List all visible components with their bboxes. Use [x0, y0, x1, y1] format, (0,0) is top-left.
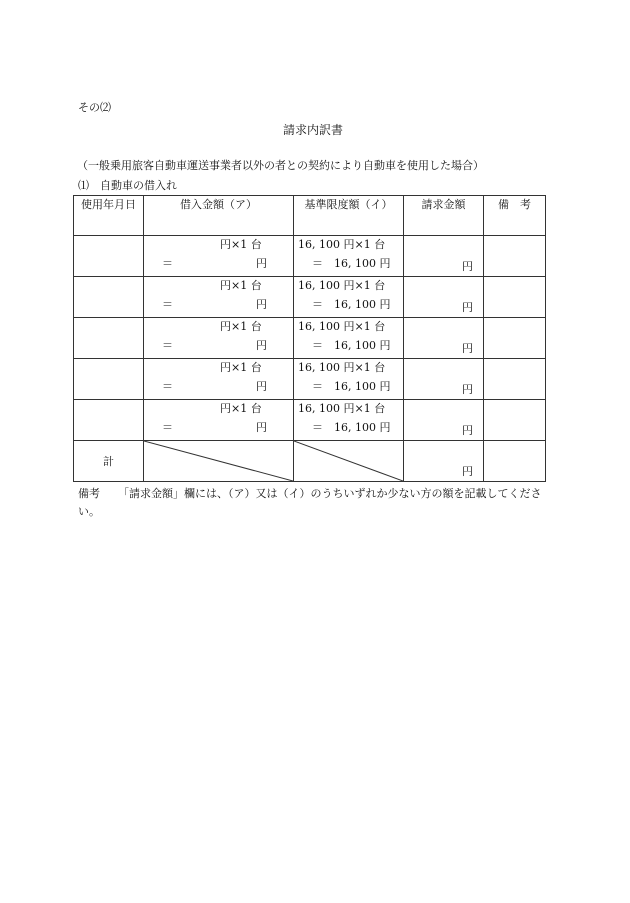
date-cell[interactable]	[74, 359, 144, 400]
rental-amount-cell[interactable]	[144, 400, 294, 441]
condition-text: （一般乗用旅客自動車運送事業者以外の者との契約により自動車を使用した場合）	[77, 159, 484, 172]
total-remarks-cell[interactable]	[484, 441, 546, 482]
rental-per-car: 円×1 台	[220, 238, 262, 251]
date-cell[interactable]	[74, 400, 144, 441]
rental-equals: ＝	[162, 339, 173, 352]
rental-amount-cell[interactable]	[144, 277, 294, 318]
date-cell[interactable]	[74, 277, 144, 318]
table-row	[74, 236, 546, 277]
table-row	[74, 359, 546, 400]
rental-equals: ＝	[162, 298, 173, 311]
total-claim-unit: 円	[462, 465, 473, 478]
diagonal-line	[144, 441, 293, 481]
remarks-text: 「請求金額」欄には、（ア）又は（イ）のうちいずれか少ない方の額を記載してください。	[78, 487, 542, 518]
remarks-cell[interactable]	[484, 277, 546, 318]
table-row	[74, 318, 546, 359]
rental-unit: 円	[256, 421, 267, 434]
rental-amount-cell[interactable]	[144, 236, 294, 277]
claim-amount-cell[interactable]	[404, 400, 484, 441]
header-limit-amount: 基準限度額（イ）	[294, 196, 404, 236]
header-rental-amount: 借入金額（ア）	[144, 196, 294, 236]
rental-unit: 円	[256, 339, 267, 352]
remarks-cell[interactable]	[484, 359, 546, 400]
limit-amount-cell	[294, 359, 404, 400]
table-row	[74, 277, 546, 318]
total-limit-diagonal-cell	[294, 441, 404, 482]
rental-per-car: 円×1 台	[220, 361, 262, 374]
section-label: その⑵	[78, 101, 111, 114]
claim-unit: 円	[462, 342, 473, 355]
limit-per-car: 16, 100 円×1 台	[298, 320, 386, 333]
limit-per-car: 16, 100 円×1 台	[298, 361, 386, 374]
document-title: 請求内訳書	[283, 123, 344, 137]
limit-amount-cell	[294, 318, 404, 359]
claim-amount-cell[interactable]	[404, 277, 484, 318]
claim-unit: 円	[462, 383, 473, 396]
claim-amount-cell[interactable]	[404, 236, 484, 277]
header-date: 使用年月日	[74, 196, 144, 236]
rental-unit: 円	[256, 257, 267, 270]
remarks-cell[interactable]	[484, 236, 546, 277]
rental-amount-cell[interactable]	[144, 359, 294, 400]
total-label-cell	[74, 441, 144, 482]
total-row	[74, 441, 546, 482]
remarks-cell[interactable]	[484, 400, 546, 441]
header-remarks: 備 考	[484, 196, 546, 236]
claim-unit: 円	[462, 260, 473, 273]
claim-amount-cell[interactable]	[404, 359, 484, 400]
claim-amount-cell[interactable]	[404, 318, 484, 359]
rental-equals: ＝	[162, 257, 173, 270]
rental-equals: ＝	[162, 421, 173, 434]
rental-per-car: 円×1 台	[220, 320, 262, 333]
limit-amount-cell	[294, 277, 404, 318]
subsection-heading: ⑴ 自動車の借入れ	[78, 179, 177, 192]
total-claim-cell[interactable]	[404, 441, 484, 482]
limit-total: ＝ 16, 100 円	[312, 421, 391, 434]
total-label: 計	[103, 455, 114, 468]
remarks-cell[interactable]	[484, 318, 546, 359]
limit-total: ＝ 16, 100 円	[312, 257, 391, 270]
remarks-note	[78, 485, 558, 521]
total-rental-diagonal-cell	[144, 441, 294, 482]
rental-unit: 円	[256, 380, 267, 393]
rental-equals: ＝	[162, 380, 173, 393]
limit-total: ＝ 16, 100 円	[312, 380, 391, 393]
table-header-row	[74, 196, 546, 236]
claim-breakdown-table	[73, 195, 546, 482]
rental-per-car: 円×1 台	[220, 402, 262, 415]
diagonal-line	[294, 441, 403, 481]
limit-total: ＝ 16, 100 円	[312, 298, 391, 311]
rental-per-car: 円×1 台	[220, 279, 262, 292]
rental-amount-cell[interactable]	[144, 318, 294, 359]
limit-amount-cell	[294, 400, 404, 441]
limit-amount-cell	[294, 236, 404, 277]
limit-total: ＝ 16, 100 円	[312, 339, 391, 352]
table-row	[74, 400, 546, 441]
limit-per-car: 16, 100 円×1 台	[298, 279, 386, 292]
claim-unit: 円	[462, 424, 473, 437]
rental-unit: 円	[256, 298, 267, 311]
date-cell[interactable]	[74, 236, 144, 277]
date-cell[interactable]	[74, 318, 144, 359]
limit-per-car: 16, 100 円×1 台	[298, 402, 386, 415]
remarks-label: 備考	[78, 487, 100, 500]
claim-unit: 円	[462, 301, 473, 314]
limit-per-car: 16, 100 円×1 台	[298, 238, 386, 251]
header-claim-amount: 請求金額	[404, 196, 484, 236]
